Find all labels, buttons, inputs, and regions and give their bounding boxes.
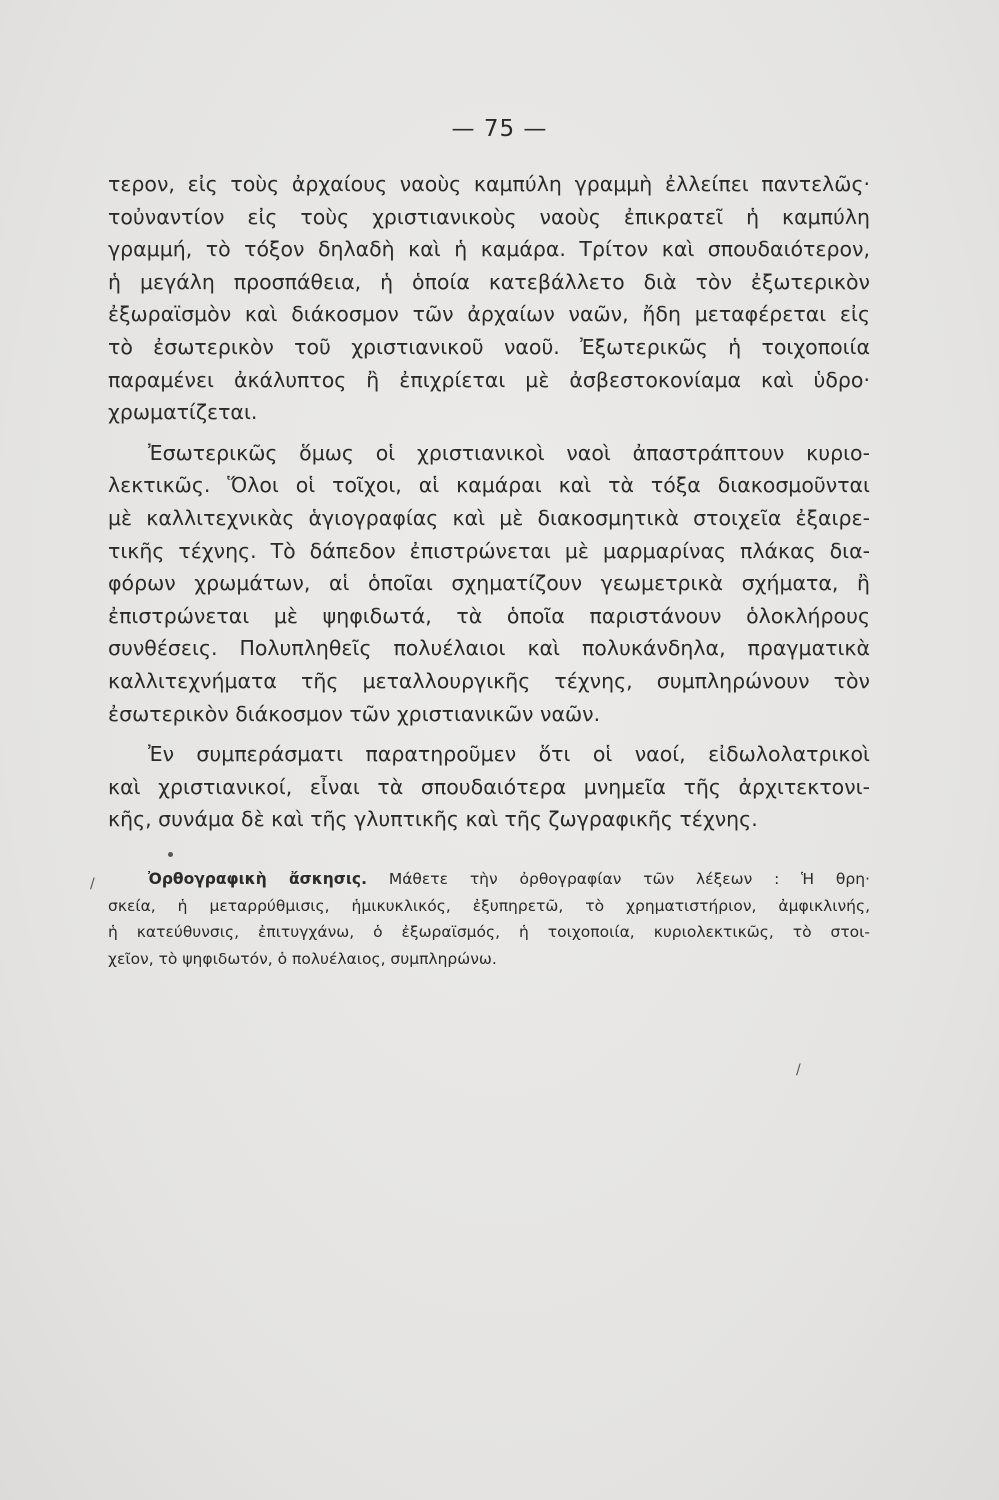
text-line: ἐσωτερικὸν διάκοσμον τῶν χριστιανικῶν ναῶν.	[108, 701, 601, 726]
text-line: λεκτικῶς. Ὅλοι οἱ τοῖχοι, αἱ καμάραι καὶ τὰ τόξα διακοσμοῦνται	[108, 473, 870, 498]
text-line: μὲ καλλιτεχνικὰς ἁγιογραφίας καὶ μὲ διακοσμητικὰ στοιχεῖα ἐξαιρε-	[108, 505, 870, 530]
page-number: — 75 —	[451, 116, 548, 142]
footnote-line: ἡ κατεύθυνσις, ἐπιτυγχάνω, ὁ ἐξωραϊσμός, ἡ τοιχοποιία, κυριολεκτικῶς, τὸ στοι-	[108, 923, 870, 941]
margin-mark: /	[796, 1062, 801, 1078]
text-line: τικῆς τέχνης. Τὸ δάπεδον ἐπιστρώνεται μὲ μαρμαρίνας πλάκας δια-	[108, 538, 870, 563]
footnote-exercise	[108, 866, 870, 972]
text-line: τερον, εἰς τοὺς ἀρχαίους ναοὺς καμπύλη γραμμὴ ἐλλείπει παντελῶς·	[108, 172, 870, 196]
main-text	[108, 168, 870, 836]
footnote-intro: Μάθετε τὴν ὀρθογραφίαν τῶν λέξεων : Ἡ θρη·	[388, 870, 870, 888]
margin-mark: /	[90, 876, 95, 892]
text-line: τὸ ἐσωτερικὸν τοῦ χριστιανικοῦ ναοῦ. Ἐξωτερικῶς ἡ τοιχοποιία	[108, 334, 870, 359]
footnote-first-line	[108, 866, 870, 893]
text-line: καλλιτεχνήματα τῆς μεταλλουργικῆς τέχνης, συμπληρώνουν τὸν	[108, 668, 870, 693]
text-line: ἐπιστρώνεται μὲ ψηφιδωτά, τὰ ὁποῖα παριστάνουν ὁλοκλήρους	[108, 603, 870, 628]
text-line: Ἐν συμπεράσματι παρατηροῦμεν ὅτι οἱ ναοί, εἰδωλολατρικοὶ	[148, 742, 870, 767]
text-line: Ἐσωτερικῶς ὅμως οἱ χριστιανικοὶ ναοὶ ἀπαστράπτουν κυριο-	[148, 440, 870, 465]
text-line: καὶ χριστιανικοί, εἶναι τὰ σπουδαιότερα μνημεῖα τῆς ἀρχιτεκτονι-	[108, 774, 870, 799]
paragraph-2	[108, 437, 870, 730]
text-line: φόρων χρωμάτων, αἱ ὁποῖαι σχηματίζουν γεωμετρικὰ σχήματα, ἢ	[108, 571, 870, 596]
text-line: παραμένει ἀκάλυπτος ἢ ἐπιχρίεται μὲ ἀσβεστοκονίαμα καὶ ὑδρο·	[108, 367, 870, 392]
bullet-dot	[168, 852, 173, 857]
text-line: χρωματίζεται.	[108, 400, 258, 425]
footnote-title: Ὀρθογραφικὴ ἄσκησις.	[148, 870, 367, 888]
text-line: ἡ μεγάλη προσπάθεια, ἡ ὁποία κατεβάλλετο διὰ τὸν ἐξωτερικὸν	[108, 269, 870, 294]
footnote-line: χεῖον, τὸ ψηφιδωτόν, ὁ πολυέλαιος, συμπληρώνω.	[108, 949, 497, 968]
text-line: κῆς, συνάμα δὲ καὶ τῆς γλυπτικῆς καὶ τῆς ζωγραφικῆς τέχνης.	[108, 807, 758, 832]
paragraph-1	[108, 168, 870, 429]
paragraph-3	[108, 738, 870, 836]
text-line: συνθέσεις. Πολυπληθεῖς πολυέλαιοι καὶ πολυκάνδηλα, πραγματικὰ	[108, 636, 870, 661]
text-line: ἐξωραϊσμὸν καὶ διάκοσμον τῶν ἀρχαίων ναῶν, ἤδη μεταφέρεται εἰς	[108, 302, 870, 327]
text-line: τοὐναντίον εἰς τοὺς χριστιανικοὺς ναοὺς ἐπικρατεῖ ἡ καμπύλη	[108, 204, 870, 229]
footnote-line: σκεία, ἡ μεταρρύθμισις, ἡμικυκλικός, ἐξυπηρετῶ, τὸ χρηματιστήριον, ἀμφικλινής,	[108, 896, 870, 915]
text-line: γραμμή, τὸ τόξον δηλαδὴ καὶ ἡ καμάρα. Τρίτον καὶ σπουδαιότερον,	[108, 237, 870, 262]
